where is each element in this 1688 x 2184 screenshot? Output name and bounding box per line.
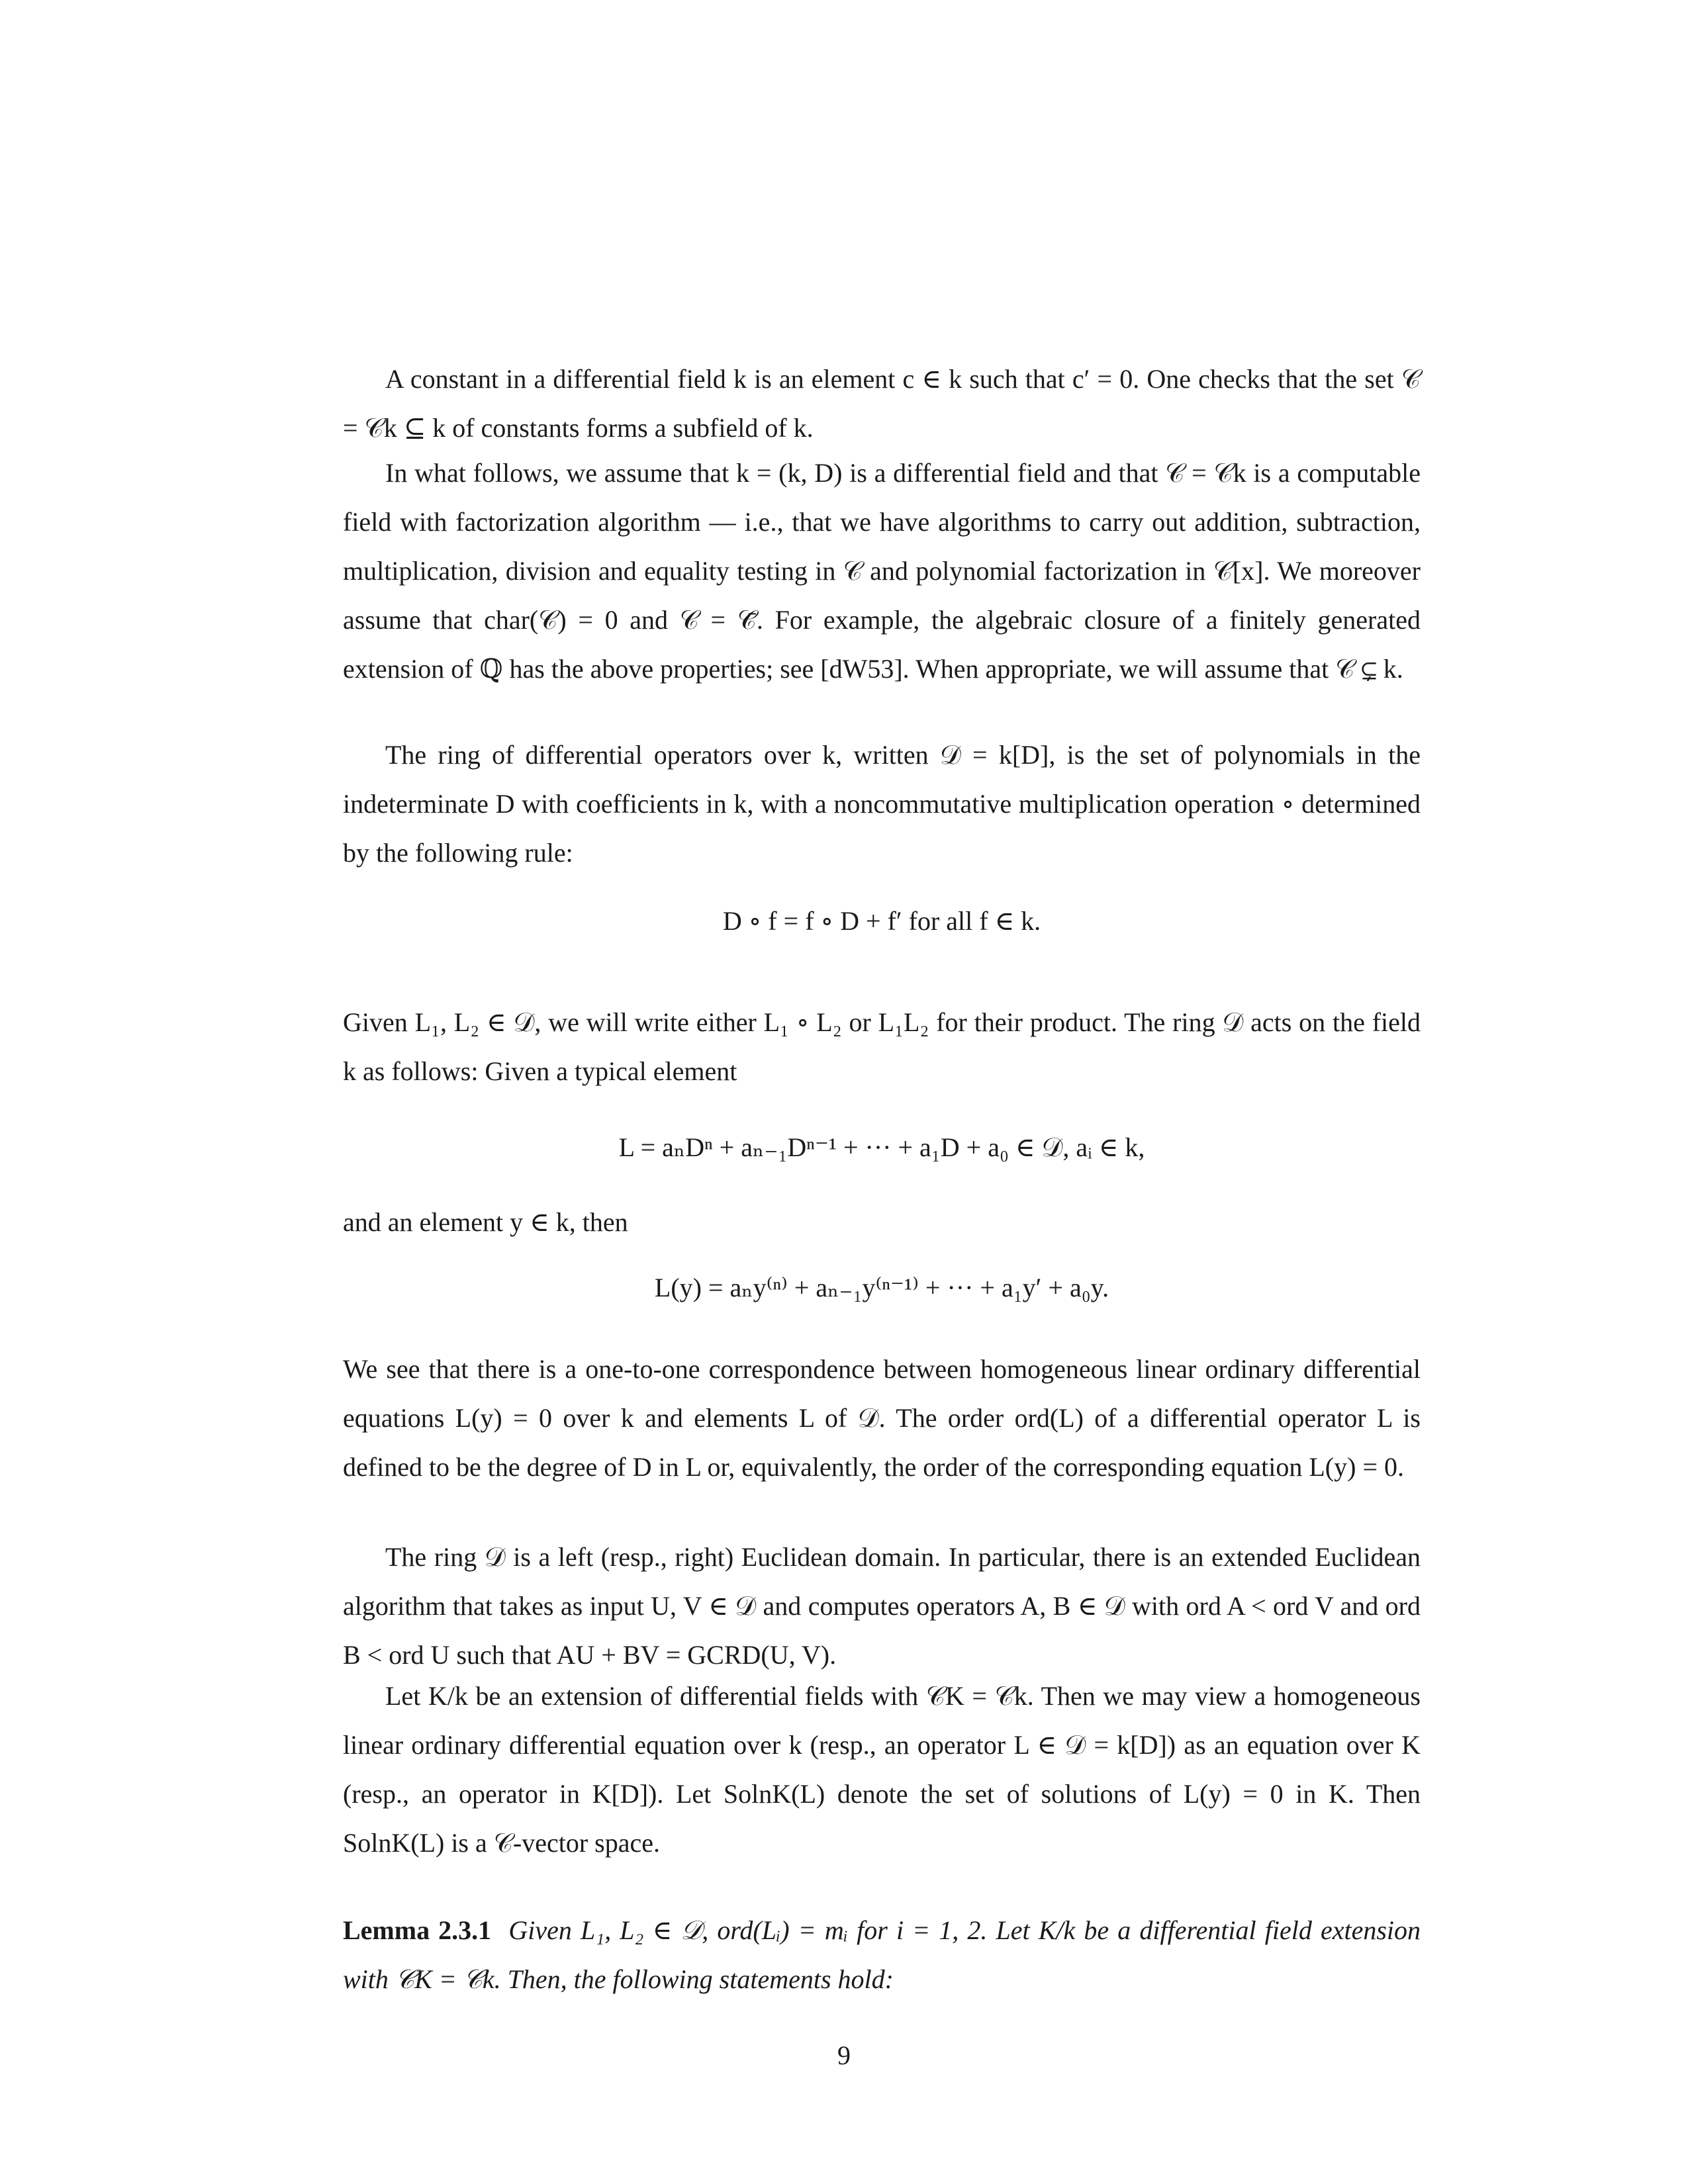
lemma-heading: Lemma 2.3.1 (343, 1915, 492, 1945)
paragraph-assumptions: In what follows, we assume that k = (k, D) is a differential field and that 𝒞 = 𝒞k is a computable field with factorization algorithm — i.e., that we have algorithms to carry out addition, subtraction, multiplication, division and equality testing in 𝒞 and polynomial factorization in 𝒞[x]. We moreover assume that char(𝒞) = 0 and 𝒞 = 𝒞̄. For example, the algebraic closure of a finitely generated extension of ℚ has the above properties; see [dW53]. When appropriate, we will assume that 𝒞 ⊊ k. (343, 458, 1421, 684)
paragraph-product: Given L₁, L₂ ∈ 𝒟, we will write either L₁ ∘ L₂ or L₁L₂ for their product. The ring 𝒟 acts on the field k as follows: Given a typical element (343, 1007, 1421, 1086)
equation-operator: L = aₙDⁿ + aₙ₋₁Dⁿ⁻¹ + ··· + a₁D + a₀ ∈ 𝒟, aᵢ ∈ k, (618, 1132, 1145, 1162)
paragraph-constants: A constant in a differential field k is an element c ∈ k such that c′ = 0. One checks that the set 𝒞 = 𝒞k ⊆ k of constants forms a subfield of k. (343, 364, 1421, 443)
paragraph-ring-definition: The ring of differential operators over k, written 𝒟 = k[D], is the set of polynomials in the indeterminate D with coefficients in k, with a noncommutative multiplication operation ∘ determined by the following rule: (343, 740, 1421, 868)
equation-commutation-rule: D ∘ f = f ∘ D + f′ for all f ∈ k. (722, 906, 1041, 936)
equation-action: L(y) = aₙy⁽ⁿ⁾ + aₙ₋₁y⁽ⁿ⁻¹⁾ + ··· + a₁y′ + a₀y. (654, 1273, 1109, 1302)
paragraph-extension: Let K/k be an extension of differential fields with 𝒞K = 𝒞k. Then we may view a homogeneous linear ordinary differential equation over k (resp., an operator L ∈ 𝒟 = k[D]) as an equation over K (resp., an operator in K[D]). Let SolnK(L) denote the set of solutions of L(y) = 0 in K. Then SolnK(L) is a 𝒞-vector space. (343, 1681, 1421, 1858)
page-number: 9 (837, 2040, 851, 2070)
lemma-2-3-1 (343, 1906, 1421, 2004)
paragraph-correspondence: We see that there is a one-to-one correspondence between homogeneous linear ordinary differential equations L(y) = 0 over k and elements L of 𝒟. The order ord(L) of a differential operator L is defined to be the degree of D in L or, equivalently, the order of the corresponding equation L(y) = 0. (343, 1354, 1421, 1482)
paragraph-euclidean: The ring 𝒟 is a left (resp., right) Euclidean domain. In particular, there is an extended Euclidean algorithm that takes as input U, V ∈ 𝒟 and computes operators A, B ∈ 𝒟 with ord A < ord V and ord B < ord U such that AU + BV = GCRD(U, V). (343, 1542, 1421, 1670)
lemma-statement: Given L₁, L₂ ∈ 𝒟, ord(Lᵢ) = mᵢ for i = 1, 2. Let K/k be a differential field extension with 𝒞K = 𝒞k. Then, the following statements hold: (343, 1915, 1421, 1994)
paragraph-element-y: and an element y ∈ k, then (343, 1207, 628, 1237)
